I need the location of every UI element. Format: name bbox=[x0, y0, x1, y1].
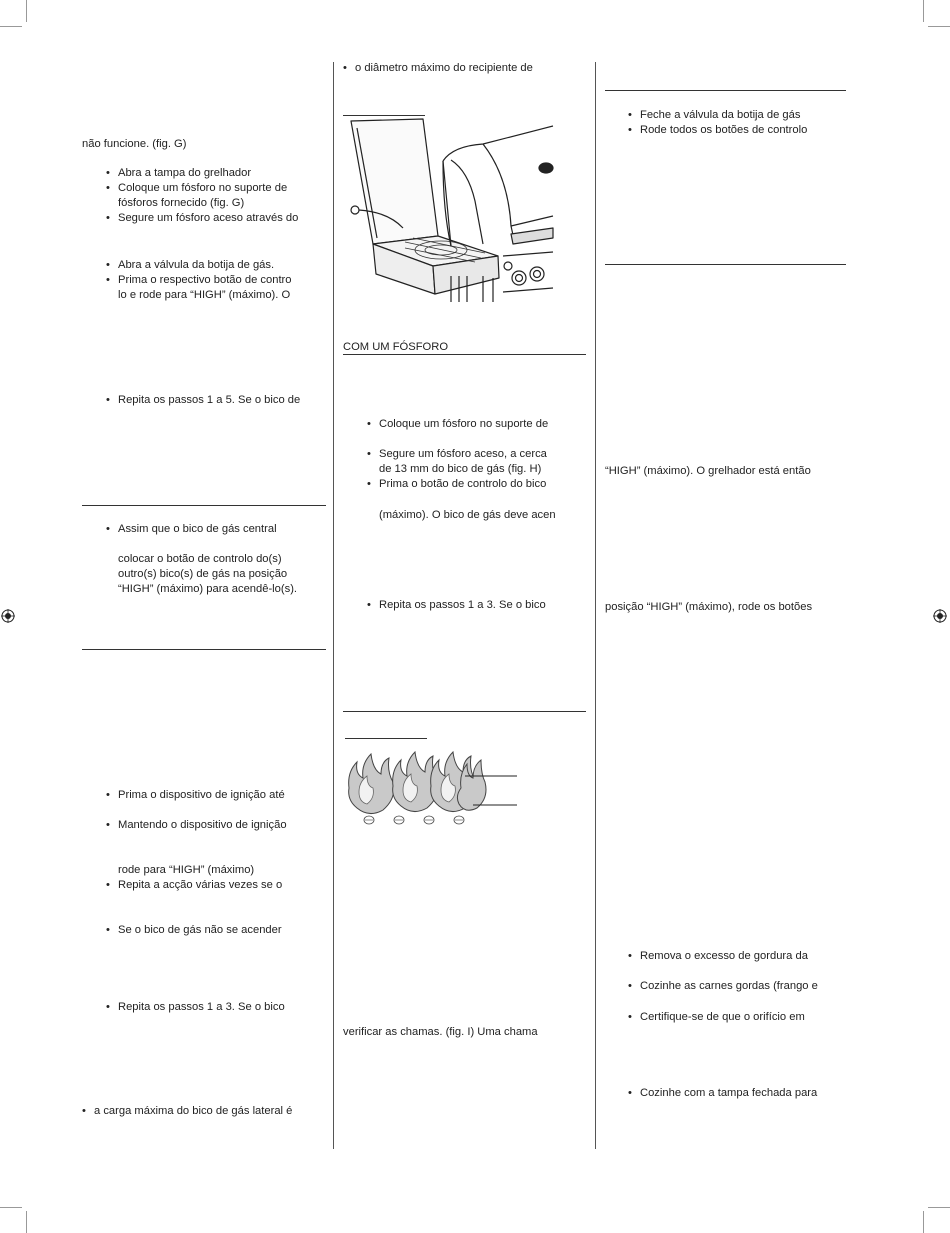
body-text: “HIGH” (máximo). O grelhador está então bbox=[605, 465, 811, 477]
crop-mark bbox=[928, 1207, 950, 1208]
list-item: • Repita os passos 1 a 5. Se o bico de bbox=[118, 393, 300, 407]
list-item: • Abra a válvula da botija de gás. bbox=[118, 258, 274, 272]
crop-mark bbox=[923, 1211, 924, 1233]
crop-mark bbox=[0, 26, 22, 27]
list-item-continuation: lo e rode para “HIGH” (máximo). O bbox=[118, 289, 291, 301]
list-item: • Assim que o bico de gás central bbox=[118, 522, 277, 536]
list-item: • Coloque um fósforo no suporte de bbox=[379, 417, 548, 431]
section-rule bbox=[82, 505, 326, 506]
registration-mark-icon bbox=[933, 609, 947, 623]
list-item: • Cozinhe com a tampa fechada para bbox=[640, 1086, 817, 1100]
list-item: • a carga máxima do bico de gás lateral é bbox=[94, 1104, 292, 1118]
column-divider bbox=[595, 62, 596, 1149]
list-item-continuation: fósforos fornecido (fig. G) bbox=[118, 197, 245, 209]
list-item: • Repita os passos 1 a 3. Se o bico bbox=[118, 1000, 285, 1014]
body-text: “HIGH” (máximo) para acendê-lo(s). bbox=[118, 583, 298, 595]
body-text: (máximo). O bico de gás deve acen bbox=[379, 509, 556, 521]
crop-mark bbox=[26, 0, 27, 22]
burner-flames-figure bbox=[343, 752, 521, 828]
list-item: • Abra a tampa do grelhador bbox=[118, 166, 251, 180]
list-item: • Prima o botão de controlo do bico bbox=[379, 477, 546, 491]
crop-mark bbox=[0, 1207, 22, 1208]
crop-mark bbox=[26, 1211, 27, 1233]
body-text: colocar o botão de controlo do(s) bbox=[118, 553, 282, 565]
body-text: verificar as chamas. (fig. I) Uma chama bbox=[343, 1026, 538, 1038]
list-item: • Segure um fósforo aceso, a cerca bbox=[379, 447, 547, 461]
figure-caption-rule bbox=[345, 738, 427, 739]
list-item: • Coloque um fósforo no suporte de bbox=[118, 181, 287, 195]
section-rule bbox=[82, 649, 326, 650]
list-item: • Rode todos os botões de controlo bbox=[640, 123, 807, 137]
body-text: outro(s) bico(s) de gás na posição bbox=[118, 568, 288, 580]
list-item-continuation: de 13 mm do bico de gás (fig. H) bbox=[379, 463, 542, 475]
list-item: • Se o bico de gás não se acender bbox=[118, 923, 282, 937]
side-burner-grill-figure bbox=[343, 116, 555, 304]
list-item: • Remova o excesso de gordura da bbox=[640, 949, 808, 963]
list-item: • Prima o respectivo botão de contro bbox=[118, 273, 292, 287]
section-rule bbox=[605, 90, 846, 91]
list-item: • Feche a válvula da botija de gás bbox=[640, 108, 800, 122]
body-text: rode para “HIGH” (máximo) bbox=[118, 864, 255, 876]
body-text: posição “HIGH” (máximo), rode os botões bbox=[605, 601, 813, 613]
section-heading-rule bbox=[343, 354, 586, 355]
body-text: não funcione. (fig. G) bbox=[82, 138, 187, 150]
registration-mark-icon bbox=[1, 609, 15, 623]
section-rule bbox=[343, 711, 586, 712]
list-item: • Repita a acção várias vezes se o bbox=[118, 878, 282, 892]
crop-mark bbox=[928, 26, 950, 27]
list-item: • Certifique-se de que o orifício em bbox=[640, 1010, 805, 1024]
list-item: • o diâmetro máximo do recipiente de bbox=[355, 61, 533, 75]
list-item: • Segure um fósforo aceso através do bbox=[118, 211, 298, 225]
list-item: • Cozinhe as carnes gordas (frango e bbox=[640, 979, 818, 993]
column-divider bbox=[333, 62, 334, 1149]
list-item: • Repita os passos 1 a 3. Se o bico bbox=[379, 598, 546, 612]
section-heading: COM UM FÓSFORO bbox=[343, 341, 449, 353]
crop-mark bbox=[923, 0, 924, 22]
section-rule bbox=[605, 264, 846, 265]
list-item: • Prima o dispositivo de ignição até bbox=[118, 788, 285, 802]
list-item: • Mantendo o dispositivo de ignição bbox=[118, 818, 287, 832]
